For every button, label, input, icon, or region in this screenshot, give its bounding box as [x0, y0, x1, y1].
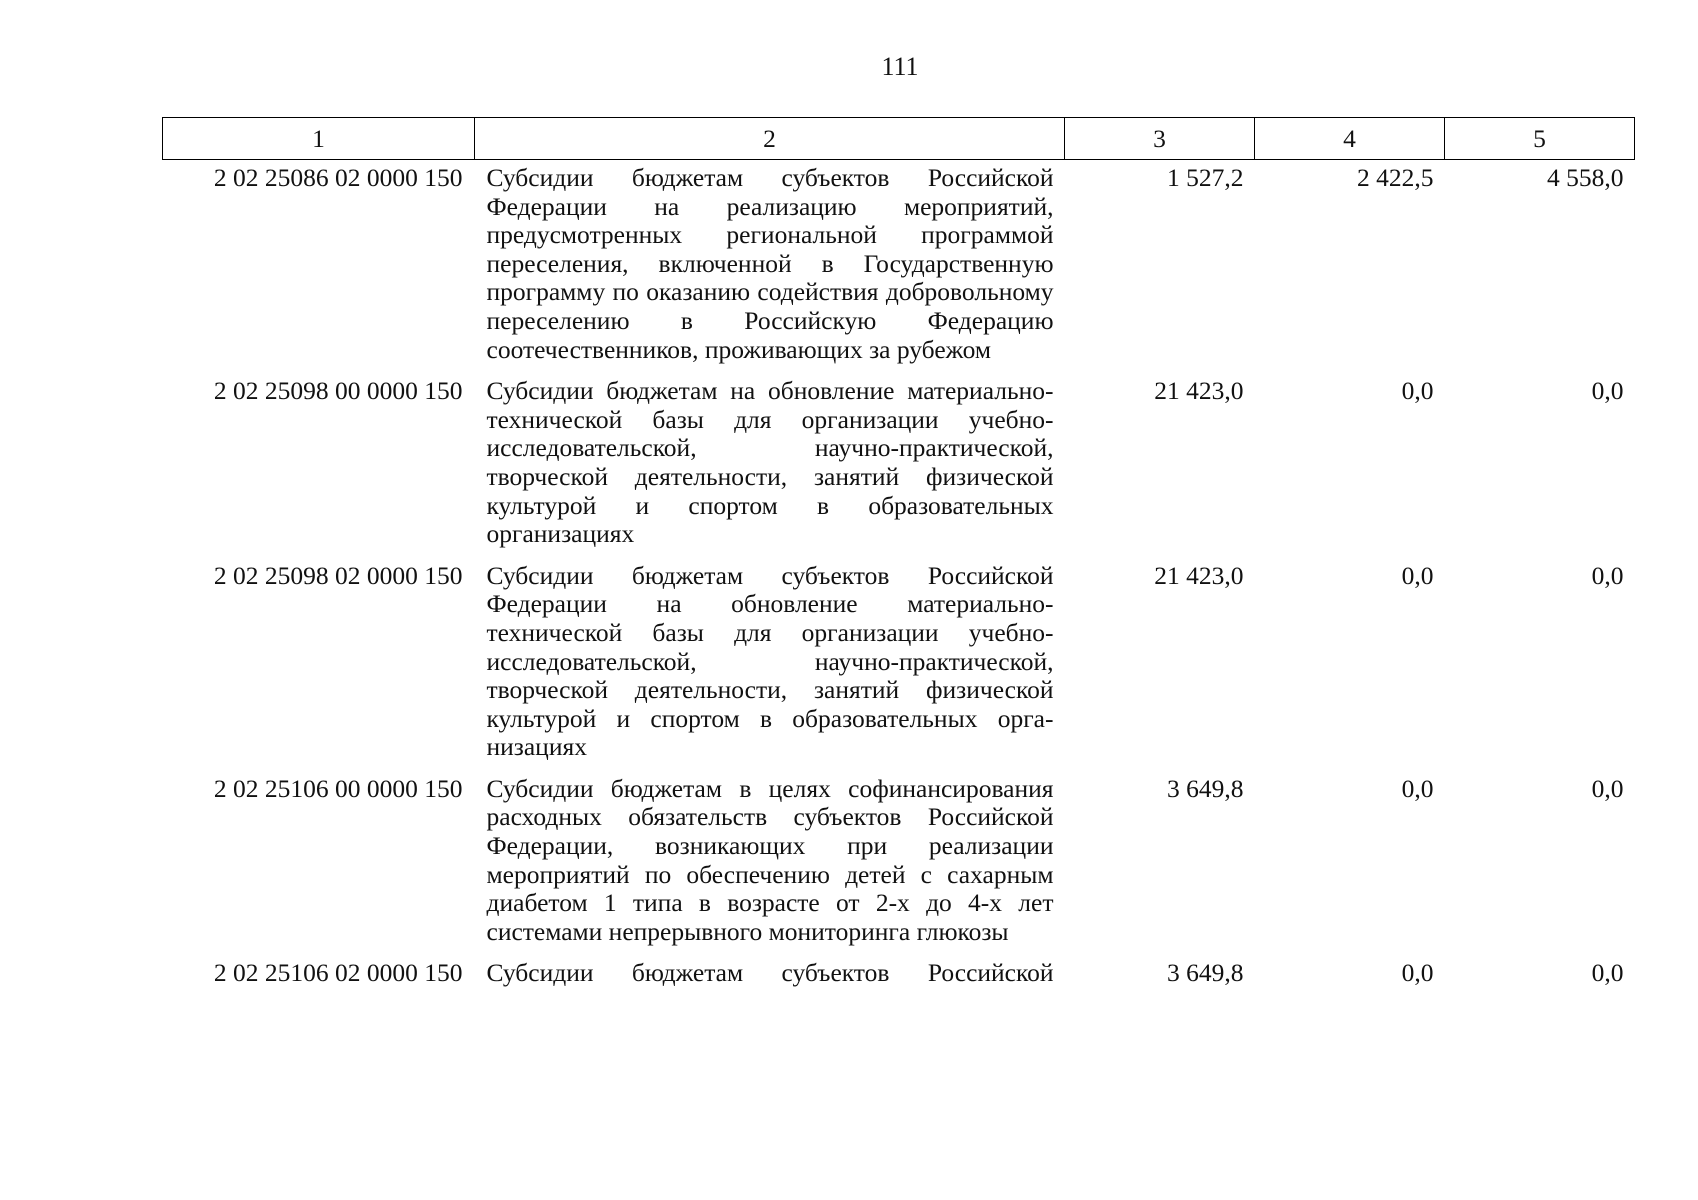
row-code: 2 02 25086 02 0000 150	[213, 163, 463, 192]
row-value-col4: 0,0	[1401, 560, 1434, 590]
row-value-col5: 4 558,0	[1547, 163, 1624, 192]
row-value-col3: 1 527,2	[1167, 163, 1244, 192]
row-value-col4: 0,0	[1401, 376, 1434, 406]
table-row	[163, 771, 1635, 956]
budget-table	[162, 117, 1635, 997]
row-value-col3: 3 649,8	[1167, 958, 1244, 988]
header-col-4: 4	[1255, 118, 1445, 160]
table-row	[163, 373, 1635, 558]
row-value-col4: 0,0	[1401, 773, 1434, 803]
row-description: Субсидии бюджетам в целях софинансирования расходных обязательств субъектов Российской Федерации, возникающих при реализации мероприятий по обеспечению детей с сахарным диабетом 1 типа в возрасте от 2-х до 4-х лет системами непрерывного мониторинга глюкозы	[486, 773, 1054, 946]
header-col-1: 1	[163, 118, 475, 160]
row-code: 2 02 25098 02 0000 150	[213, 560, 463, 590]
row-value-col5: 0,0	[1591, 958, 1624, 988]
row-value-col4: 2 422,5	[1357, 163, 1434, 192]
table-header	[163, 118, 1635, 160]
table-row	[163, 955, 1635, 997]
row-code: 2 02 25106 02 0000 150	[213, 958, 463, 988]
row-value-col3: 21 423,0	[1154, 376, 1244, 406]
page-number: 111	[881, 52, 919, 81]
header-col-3: 3	[1065, 118, 1255, 160]
table-row	[163, 160, 1635, 374]
row-description: Субсидии бюджетам субъектов Российской	[486, 958, 1054, 988]
header-col-5: 5	[1445, 118, 1635, 160]
table-body	[163, 160, 1635, 998]
row-value-col3: 3 649,8	[1167, 773, 1244, 803]
row-value-col5: 0,0	[1591, 376, 1624, 406]
row-description: Субсидии бюджетам субъектов Российской Федерации на обновление материально-технической базы для организации учебно-исследовательской, научно-практической, творческой деятельности, занятий физической культурой и спортом в образовательных организациях	[486, 560, 1054, 762]
row-code: 2 02 25106 00 0000 150	[213, 773, 463, 803]
row-value-col3: 21 423,0	[1154, 560, 1244, 590]
row-value-col4: 0,0	[1401, 958, 1434, 988]
row-code: 2 02 25098 00 0000 150	[213, 376, 463, 406]
header-col-2: 2	[475, 118, 1065, 160]
header-row	[163, 118, 1635, 160]
row-description: Субсидии бюджетам на обновление материально-технической базы для организации учебно-исследовательской, научно-практической, творческой деятельности, занятий физической культурой и спортом в образовательных организациях	[486, 376, 1054, 549]
row-value-col5: 0,0	[1591, 773, 1624, 803]
row-description: Субсидии бюджетам субъектов Российской Федерации на реализацию мероприятий, предусмотренных региональной программой переселения, включенной в Государственную программу по оказанию содействия добровольному переселению в Российскую Федерацию соотечественников, проживающих за рубежом	[486, 163, 1054, 364]
table-row	[163, 558, 1635, 771]
row-value-col5: 0,0	[1591, 560, 1624, 590]
